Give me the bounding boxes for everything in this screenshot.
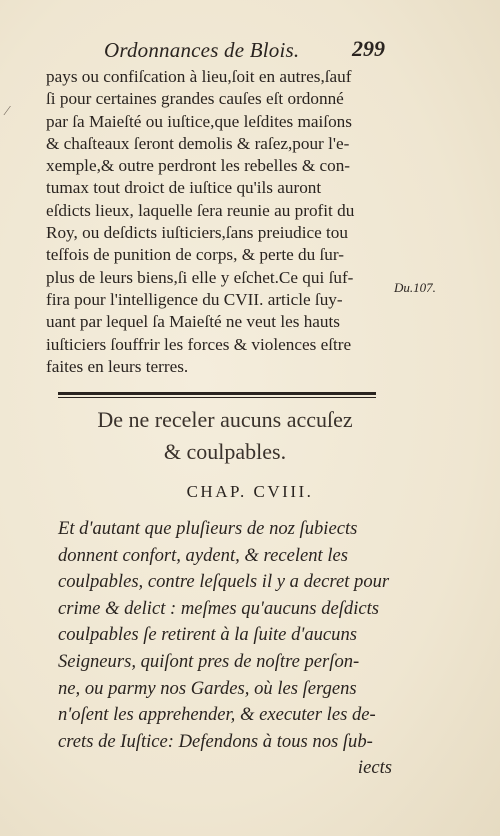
body-line: fira pour l'intelligence du CVII. article ſuy-	[46, 289, 343, 309]
margin-stroke-icon: ⁄	[6, 104, 9, 119]
section-title	[60, 404, 390, 468]
body-line: pays ou confiſcation à lieu,ſoit en autres,ſauf	[46, 67, 352, 86]
ordinance-line: n'oſent les apprehender, & executer les de-	[58, 704, 376, 726]
page-number: 299	[352, 36, 385, 61]
body-line: uant par lequel ſa Maieſté ne veut les hauts	[46, 312, 340, 332]
body-line: ſi pour certaines grandes cauſes eſt ordonné	[46, 89, 344, 109]
ordinance-line: crets de Iuſtice: Defendons à tous nos ſub-	[58, 730, 373, 752]
body-line: & chaſteaux ſeront demolis & raſez,pour l'e-	[46, 133, 350, 153]
body-paragraph	[46, 66, 382, 378]
ordinance-text	[58, 516, 398, 782]
page-header	[0, 36, 500, 66]
divider-thin-line	[58, 397, 376, 398]
section-title-line: & coulpables.	[163, 439, 287, 464]
ordinance-line: Et d'autant que pluſieurs de noz ſubiects	[58, 518, 358, 539]
chapter-heading: CHAP. CVIII.	[186, 482, 314, 501]
section-title-line: De ne receler aucuns accuſez	[97, 407, 353, 432]
ordinance-line: ne, ou parmy nos Gardes, où les ſergens	[58, 677, 357, 699]
body-line: plus de leurs biens,ſi elle y eſchet.Ce qui ſuf-	[46, 267, 354, 287]
ordinance-line: donnent confort, aydent, & recelent les	[58, 544, 349, 566]
divider-thick-line	[58, 392, 376, 395]
running-title: Ordonnances de Blois.	[104, 38, 300, 62]
body-line: Roy, ou deſdicts iuſticiers,ſans preiudice tou	[46, 223, 348, 243]
section-divider	[58, 392, 376, 398]
ordinance-line: coulpables ſe retirent à la ſuite d'aucuns	[58, 624, 358, 646]
body-line: xemple,& outre perdront les rebelles & con-	[46, 156, 351, 176]
body-line: par ſa Maieſté ou iuſtice,que leſdites maiſons	[46, 111, 352, 131]
ordinance-line: crime & delict : meſmes qu'aucuns deſdicts	[58, 597, 380, 619]
body-line: iuſticiers ſouffrir les forces & violences eſtre	[46, 334, 352, 354]
margin-note: Du.107.	[394, 280, 436, 295]
catchword: iects	[357, 757, 392, 779]
body-line: faites en leurs terres.	[46, 356, 189, 376]
body-line: tumax tout droict de iuſtice qu'ils auront	[46, 178, 322, 198]
body-line: eſdicts lieux, laquelle ſera reunie au profit du	[46, 200, 355, 220]
ordinance-line: Seigneurs, quiſont pres de noſtre perſon-	[58, 650, 360, 672]
ordinance-line: coulpables, contre leſquels il y a decret pour	[58, 571, 390, 593]
body-line: teſfois de punition de corps, & perte du ſur-	[46, 245, 344, 265]
